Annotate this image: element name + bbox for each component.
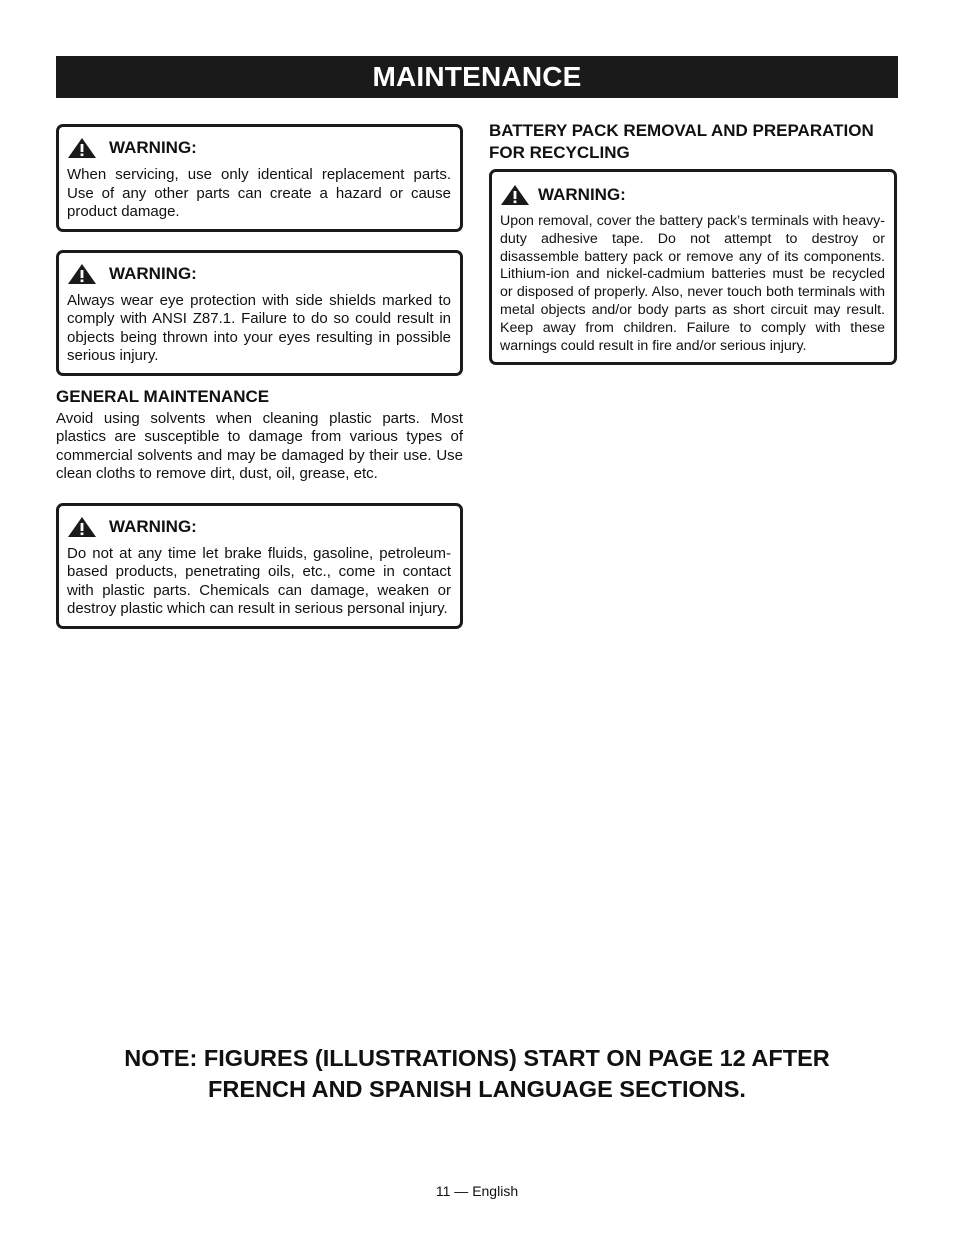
right-column xyxy=(489,120,897,383)
warning-box-replacement-parts xyxy=(56,124,463,232)
figures-note xyxy=(56,1043,898,1105)
page-footer: 11 — English xyxy=(435,1183,519,1199)
warning-title: WARNING: xyxy=(538,185,626,204)
warning-text: Always wear eye protection with side shields marked to comply with ANSI Z87.1. Failure to do so could result in objects being thrown into your eyes resulting in possible serious injury. xyxy=(67,291,451,364)
heading-line-1: BATTERY PACK REMOVAL AND PREPARATION xyxy=(489,121,874,140)
page-title: MAINTENANCE xyxy=(56,56,898,98)
warning-title: WARNING: xyxy=(109,516,197,536)
warning-text: When servicing, use only identical replacement parts. Use of any other parts can create a hazard or cause product damage. xyxy=(67,166,451,220)
heading-line-2: FOR RECYCLING xyxy=(489,143,630,162)
warning-box-battery xyxy=(489,169,897,365)
warning-triangle-icon xyxy=(67,516,97,538)
general-maintenance-section xyxy=(56,386,463,484)
section-heading-battery xyxy=(489,120,897,164)
note-line-2: FRENCH AND SPANISH LANGUAGE SECTIONS. xyxy=(208,1076,746,1102)
warning-box-chemicals xyxy=(56,503,463,629)
warning-header xyxy=(67,138,451,158)
warning-triangle-icon xyxy=(500,184,530,206)
section-heading: GENERAL MAINTENANCE xyxy=(56,386,270,406)
warning-header xyxy=(67,517,451,537)
warning-triangle-icon xyxy=(67,263,97,285)
warning-text: Do not at any time let brake fluids, gasoline, petroleum-based products, penetrating oils, etc., come in contact with plastic parts. Chemicals can damage, weaken or destroy plastic which can result in serious personal injury. xyxy=(67,544,451,617)
warning-header xyxy=(500,185,885,205)
warning-header xyxy=(67,264,451,284)
warning-title: WARNING: xyxy=(109,263,197,283)
warning-text: Upon removal, cover the battery pack’s terminals with heavy-duty adhesive tape. Do not attempt to destroy or disassemble battery pack or remove any of its components. Lithium-ion and nickel-cadmium batteries must be recycled or disposed of properly. Also, never touch both terminals with metal objects and/or body parts as short circuit may result. Keep away from children. Failure to comply with these warnings could result in fire and/or serious injury. xyxy=(500,213,885,354)
warning-title: WARNING: xyxy=(109,138,197,157)
left-column xyxy=(56,124,463,647)
section-text: Avoid using solvents when cleaning plastic parts. Most plastics are susceptible to damage from various types of commercial solvents and may be damaged by their use. Use clean cloths to remove dirt, dust, oil, grease, etc. xyxy=(56,409,463,482)
warning-box-eye-protection xyxy=(56,250,463,376)
warning-triangle-icon xyxy=(67,137,97,159)
note-line-1: NOTE: FIGURES (ILLUSTRATIONS) START ON PAGE 12 AFTER xyxy=(124,1045,830,1071)
